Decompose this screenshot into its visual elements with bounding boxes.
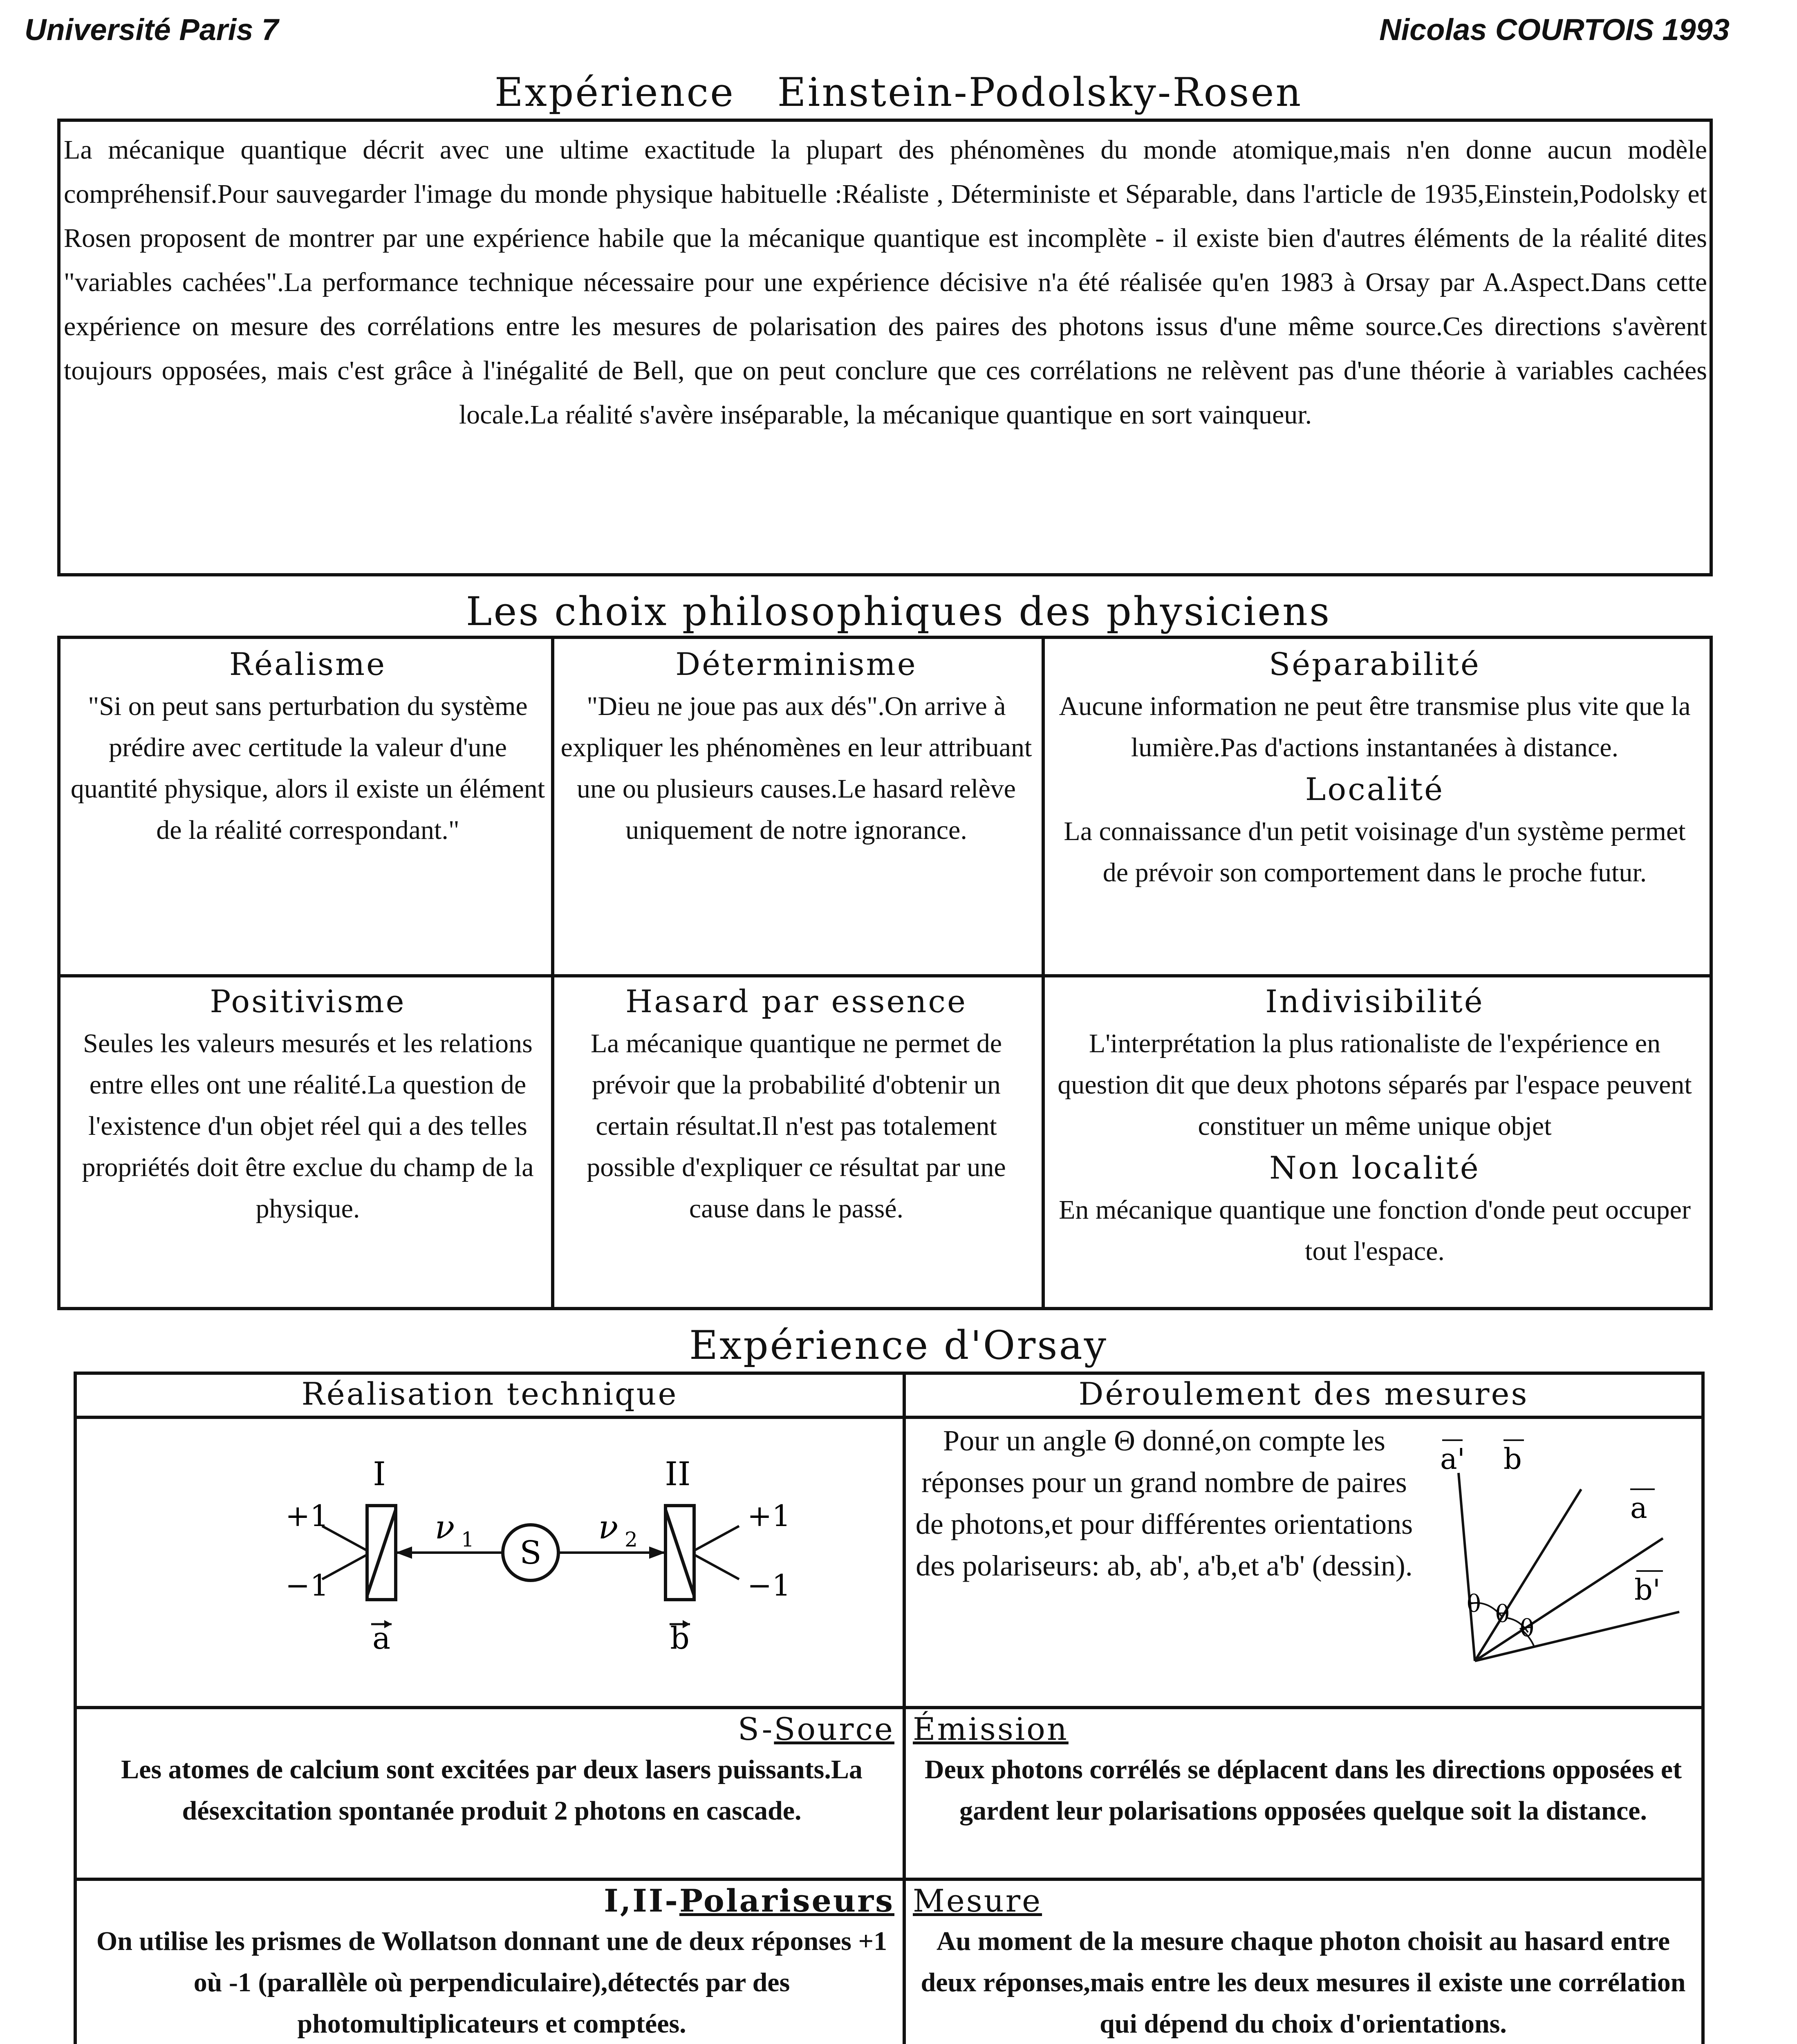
- positivisme-text: Seules les valeurs mesurés et les relations entre elles ont une réalité.La question de l'existence d'un objet réel qui a des telles propriétés doit être exclue du champ de la physique.: [82, 1029, 534, 1224]
- minus-left: −1: [285, 1568, 329, 1602]
- pol1-label: I: [373, 1455, 386, 1493]
- separabilite-title: Séparabilité: [1269, 646, 1481, 682]
- theta-label-1: θ: [1467, 1590, 1481, 1618]
- plus-right: +1: [747, 1499, 791, 1533]
- svg-text:2: 2: [625, 1528, 638, 1551]
- emission-title: Émission: [913, 1711, 1069, 1747]
- pol2-label: II: [665, 1455, 691, 1493]
- plus-left: +1: [285, 1499, 329, 1533]
- positivisme-cell: [69, 980, 547, 1229]
- nonlocalite-text: En mécanique quantique une fonction d'onde peut occuper tout l'espace.: [1059, 1195, 1691, 1266]
- a-vector-label: a: [372, 1621, 391, 1656]
- b-label: b: [1503, 1442, 1522, 1476]
- deroulement-title: Déroulement des mesures: [1078, 1376, 1529, 1412]
- epr-box: [57, 119, 1713, 576]
- separabilite-cell: [1050, 643, 1700, 893]
- source-text: Les atomes de calcium sont excitées par deux lasers puissants.La désexcitation spontanée produit 2 photons en cascade.: [121, 1755, 863, 1826]
- determinisme-cell: [557, 643, 1035, 851]
- source-title: S-Source: [737, 1711, 894, 1747]
- localite-title: Localité: [1305, 771, 1445, 807]
- angle-diagram: [1418, 1424, 1696, 1702]
- deroulement-text: Pour un angle Θ donné,on compte les réponses pour un grand nombre de paires de photons,et pour différentes orientations des polariseurs: ab, ab', a'b,et a'b' (dessin).: [915, 1424, 1413, 1582]
- orsay-table: [74, 1372, 1705, 2044]
- indivisibilite-cell: [1050, 980, 1700, 1272]
- realisation-title: Réalisation technique: [301, 1376, 678, 1412]
- theta-label-2: θ: [1495, 1600, 1510, 1628]
- indivisibilite-text: L'interprétation la plus rationaliste de l'expérience en question dit que deux photons séparés par l'espace peuvent constituer un même unique objet: [1058, 1029, 1692, 1141]
- hasard-title: Hasard par essence: [625, 983, 967, 1020]
- a-label: a: [1630, 1491, 1647, 1525]
- philo-title: Les choix philosophiques des physiciens: [466, 589, 1331, 634]
- realisme-cell: [69, 643, 547, 851]
- epr-text: La mécanique quantique décrit avec une ultime exactitude la plupart des phénomènes du monde atomique,mais n'en donne aucun modèle compréhensif.Pour sauvegarder l'image du monde physique habituelle :Réaliste , Déterministe et Séparable, dans l'article de 1935,Einstein,Podolsky et Rosen proposent de montrer par une expérience habile que la mécanique quantique est incomplète - il existe bien d'autres éléments de la réalité dites "variables cachées".La performance technique nécessaire pour une expérience décisive n'a été réalisée qu'en 1983 à Orsay par A.Aspect.Dans cette expérience on mesure des corrélations entre les mesures de polarisation des paires des photons issus d'une même source.Ces directions s'avèrent toujours opposées, mais c'est grâce à l'inégalité de Bell, que on peut conclure que ces corrélations ne relèvent pas d'une théorie à variables cachées locale.La réalité s'avère inséparable, la mécanique quantique en sort vainqueur.: [64, 135, 1707, 430]
- positivisme-title: Positivisme: [210, 983, 406, 1020]
- epr-title: Expérience Einstein-Podolsky-Rosen: [494, 69, 1303, 115]
- mesure-title: Mesure: [913, 1883, 1042, 1919]
- determinisme-text: "Dieu ne joue pas aux dés".On arrive à expliquer les phénomènes en leur attribuant une ou plusieurs causes.Le hasard relève uniquement de notre ignorance.: [560, 691, 1032, 845]
- polariseurs-title: I,II-Polariseurs: [604, 1883, 894, 1919]
- theta-label-3: θ: [1520, 1614, 1534, 1642]
- b-vector-label: b: [670, 1621, 690, 1656]
- realisme-title: Réalisme: [229, 646, 387, 682]
- emission-text: Deux photons corrélés se déplacent dans les directions opposées et gardent leur polarisations opposées quelque soit la distance.: [924, 1755, 1682, 1826]
- localite-text: La connaissance d'un petit voisinage d'un système permet de prévoir son comportement dans le proche futur.: [1064, 816, 1686, 888]
- philo-table: [57, 636, 1713, 1310]
- determinisme-title: Déterminisme: [675, 646, 917, 682]
- orsay-title: Expérience d'Orsay: [689, 1322, 1108, 1368]
- source-label: S: [520, 1535, 542, 1571]
- nonlocalite-title: Non localité: [1269, 1150, 1480, 1186]
- b-prime-label: b': [1634, 1573, 1661, 1607]
- header-author: Nicolas COURTOIS 1993: [1379, 13, 1730, 47]
- nu1-label: ν: [435, 1508, 455, 1546]
- hasard-cell: [557, 980, 1035, 1229]
- svg-text:1: 1: [461, 1528, 474, 1551]
- hasard-text: La mécanique quantique ne permet de prévoir que la probabilité d'obtenir un certain résultat.Il n'est pas totalement possible d'expliquer ce résultat par une cause dans le passé.: [587, 1029, 1006, 1224]
- mesure-text: Au moment de la mesure chaque photon choisit au hasard entre deux réponses,mais entre les deux mesures il existe une corrélation qui dépend du choix d'orientations.: [921, 1926, 1686, 2039]
- realisme-text: "Si on peut sans perturbation du système prédire avec certitude la valeur d'une quantité physique, alors il existe un élément de la réalité correspondant.": [70, 691, 545, 845]
- polariseurs-text: On utilise les prismes de Wollatson donnant une de deux réponses +1 où -1 (parallèle où perpendiculaire),détectés par des photomultiplicateurs et comptées.: [96, 1926, 887, 2039]
- separabilite-text: Aucune information ne peut être transmise plus vite que la lumière.Pas d'actions instantanées à distance.: [1059, 691, 1691, 762]
- setup-diagram: [199, 1444, 813, 1698]
- indivisibilite-title: Indivisibilité: [1265, 983, 1484, 1020]
- header-university: Université Paris 7: [25, 13, 279, 47]
- a-prime-label: a': [1440, 1442, 1465, 1476]
- nu2-label: ν: [598, 1508, 618, 1546]
- minus-right: −1: [747, 1568, 791, 1602]
